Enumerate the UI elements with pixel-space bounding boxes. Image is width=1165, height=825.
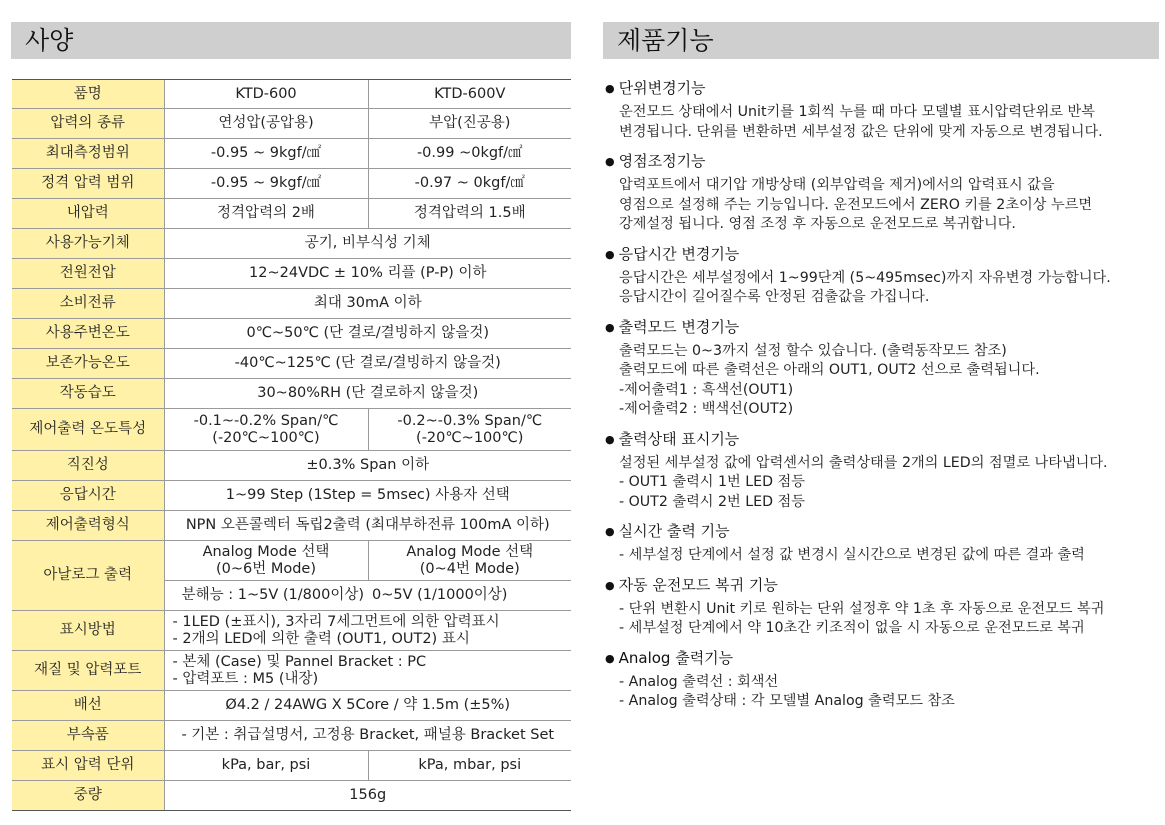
feature-title-text: 출력모드 변경기능	[618, 317, 740, 336]
spec-label: 부속품	[12, 721, 164, 751]
spec-value-line: (0~4번 Mode)	[419, 560, 520, 577]
feature-line: 응답시간은 세부설정에서 1~99단계 (5~495msec)까지 자유변경 가능합니다.	[619, 269, 1111, 286]
spec-label: 사용주변온도	[12, 319, 164, 349]
spec-label: 중량	[12, 781, 164, 811]
feature-line: 운전모드 상태에서 Unit키를 1회씩 누를 때 마다 모델별 표시압력단위로 반복	[619, 104, 1095, 120]
spec-section-title: 사양	[11, 22, 571, 59]
feature-line: - 세부설정 단계에서 설정 값 변경시 실시간으로 변경된 값에 따른 결과 출력	[619, 547, 1085, 563]
feature-title	[605, 78, 1161, 100]
feature-line: 출력모드에 따른 출력선은 아래의 OUT1, OUT2 선으로 출력됩니다.	[619, 362, 1040, 378]
bullet-icon: ●	[605, 82, 615, 95]
features-list	[605, 78, 1161, 721]
spec-value: -0.97 ~ 0kgf/㎠	[368, 169, 571, 199]
spec-label: 배선	[12, 691, 164, 721]
spec-label: 표시 압력 단위	[12, 751, 164, 781]
feature-title	[605, 317, 1161, 339]
bullet-icon: ●	[605, 651, 615, 665]
spec-value-line: - 압력포트 : M5 (내장)	[172, 670, 319, 687]
spec-value: ±0.3% Span 이하	[164, 451, 571, 481]
feature-line: 출력모드는 0~3까지 설정 할수 있습니다. (출력동작모드 참조)	[619, 342, 1007, 359]
bullet-icon: ●	[605, 155, 615, 168]
spec-label: 사용가능기체	[12, 229, 164, 259]
spec-label: 보존가능온도	[12, 349, 164, 379]
spec-value: 12~24VDC ± 10% 리플 (P-P) 이하	[164, 259, 571, 289]
feature-line: -제어출력2 : 백색선(OUT2)	[619, 401, 794, 417]
spec-value: NPN 오픈콜렉터 독립2출력 (최대부하전류 100mA 이하)	[164, 511, 571, 541]
spec-row-op-temp	[12, 319, 571, 349]
spec-value-line: - 본체 (Case) 및 Pannel Bracket : PC	[172, 653, 427, 670]
feature-title-text: 응답시간 변경기능	[618, 244, 740, 263]
feature-line: - OUT2 출력시 2번 LED 점등	[619, 493, 805, 510]
feature-item	[605, 648, 1161, 712]
spec-value: 1~99 Step (1Step = 5msec) 사용자 선택	[164, 481, 571, 511]
feature-title-text: 자동 운전모드 복귀 기능	[618, 575, 778, 594]
spec-row-wiring	[12, 691, 571, 721]
feature-description	[605, 342, 1161, 420]
spec-row-power	[12, 259, 571, 289]
spec-row-material	[12, 651, 571, 691]
spec-value: 정격압력의 1.5배	[368, 199, 571, 229]
spec-value-line: (-20℃~100℃)	[416, 429, 524, 446]
spec-row-withstand	[12, 199, 571, 229]
spec-value: -0.95 ~ 9kgf/㎠	[164, 169, 368, 199]
feature-description	[605, 103, 1161, 142]
spec-value: 공기, 비부식성 기체	[164, 229, 571, 259]
feature-item	[605, 317, 1161, 420]
spec-value: 분해능 : 1~5V (1/800이상)	[164, 581, 368, 611]
feature-title-text: 영점조정기능	[618, 152, 706, 170]
bullet-icon: ●	[605, 247, 615, 261]
spec-value-line: -0.2~-0.3% Span/℃	[397, 412, 543, 429]
spec-label: 작동습도	[12, 379, 164, 409]
spec-value: Ø4.2 / 24AWG X 5Core / 약 1.5m (±5%)	[164, 691, 571, 721]
spec-value: 156g	[164, 781, 571, 811]
spec-row-response	[12, 481, 571, 511]
feature-title	[605, 429, 1161, 451]
spec-value: 연성압(공압용)	[164, 109, 368, 139]
feature-description	[605, 454, 1161, 513]
spec-value: 0~5V (1/1000이상)	[368, 581, 571, 611]
spec-label: 품명	[12, 80, 164, 109]
spec-label: 직진성	[12, 451, 164, 481]
feature-description	[605, 600, 1161, 639]
spec-row-model	[12, 80, 571, 109]
spec-row-linearity	[12, 451, 571, 481]
feature-title-text: 단위변경기능	[618, 79, 706, 97]
bullet-icon: ●	[605, 578, 615, 592]
feature-line: 영점으로 설정해 주는 기능입니다. 운전모드에서 ZERO 키를 2초이상 누르면	[619, 196, 1093, 213]
feature-item	[605, 521, 1161, 566]
bullet-icon: ●	[605, 432, 615, 446]
spec-row-accessory	[12, 721, 571, 751]
bullet-icon: ●	[605, 525, 615, 538]
spec-row-store-temp	[12, 349, 571, 379]
feature-line: 설정된 세부설정 값에 압력센서의 출력상태를 2개의 LED의 점멸로 나타냅니다.	[619, 454, 1108, 471]
spec-label: 최대측정범위	[12, 139, 164, 169]
spec-row-pressure-type	[12, 109, 571, 139]
spec-value: 0℃~50℃ (단 결로/결빙하지 않을것)	[164, 319, 571, 349]
spec-label: 응답시간	[12, 481, 164, 511]
spec-value-ktd600v: KTD-600V	[368, 80, 571, 109]
feature-item	[605, 244, 1161, 308]
feature-title	[605, 151, 1161, 173]
spec-value-line: Analog Mode 선택	[202, 543, 330, 560]
spec-value: - 기본 : 취급설명서, 고정용 Bracket, 패널용 Bracket Set	[164, 721, 571, 751]
spec-label: 재질 및 압력포트	[12, 651, 164, 691]
spec-value: 정격압력의 2배	[164, 199, 368, 229]
spec-value	[164, 541, 368, 581]
feature-line: 변경됩니다. 단위를 변환하면 세부설정 값은 단위에 맞게 자동으로 변경됩니다.	[619, 123, 1103, 140]
feature-item	[605, 151, 1161, 235]
spec-label: 전원전압	[12, 259, 164, 289]
spec-value-line: -0.1~-0.2% Span/℃	[193, 412, 339, 429]
spec-value-line: - 2개의 LED에 의한 출력 (OUT1, OUT2) 표시	[172, 630, 470, 647]
feature-line: - Analog 출력선 : 회색선	[619, 673, 779, 690]
spec-row-analog	[12, 541, 571, 581]
spec-value	[368, 409, 571, 451]
spec-value: 최대 30mA 이하	[164, 289, 571, 319]
spec-label: 아날로그 출력	[12, 541, 164, 611]
feature-title-text: Analog 출력기능	[618, 648, 734, 667]
spec-row-weight	[12, 781, 571, 811]
feature-line: -제어출력1 : 흑색선(OUT1)	[619, 381, 794, 398]
bullet-icon: ●	[605, 320, 615, 334]
feature-title-text: 출력상태 표시기능	[618, 429, 740, 448]
spec-value: -0.99 ~0kgf/㎠	[368, 139, 571, 169]
spec-label: 내압력	[12, 199, 164, 229]
feature-title	[605, 648, 1161, 670]
spec-label: 정격 압력 범위	[12, 169, 164, 199]
spec-row-rated-range	[12, 169, 571, 199]
spec-value: -0.95 ~ 9kgf/㎠	[164, 139, 368, 169]
feature-title	[605, 575, 1161, 597]
spec-value: 부압(진공용)	[368, 109, 571, 139]
spec-value	[368, 541, 571, 581]
feature-item	[605, 78, 1161, 142]
feature-line: - OUT1 출력시 1번 LED 점등	[619, 474, 805, 490]
spec-value	[164, 409, 368, 451]
feature-item	[605, 575, 1161, 639]
feature-line: - 세부설정 단계에서 약 10초간 키조적이 없을 시 자동으로 운전모드로 복귀	[619, 620, 1085, 636]
spec-value: -40℃~125℃ (단 결로/결빙하지 않을것)	[164, 349, 571, 379]
spec-label: 제어출력형식	[12, 511, 164, 541]
spec-value: kPa, bar, psi	[164, 751, 368, 781]
spec-value-ktd600: KTD-600	[164, 80, 368, 109]
feature-line: - 단위 변환시 Unit 키로 원하는 단위 설정후 약 1초 후 자동으로 운전모드 복귀	[619, 600, 1105, 617]
spec-value-line: (-20℃~100℃)	[212, 429, 320, 446]
feature-title	[605, 244, 1161, 266]
spec-row-max-range	[12, 139, 571, 169]
feature-title-text: 실시간 출력 기능	[618, 522, 730, 540]
spec-row-gas	[12, 229, 571, 259]
spec-label: 표시방법	[12, 611, 164, 651]
spec-table	[12, 79, 571, 811]
spec-row-current	[12, 289, 571, 319]
spec-label: 제어출력 온도특성	[12, 409, 164, 451]
spec-value: kPa, mbar, psi	[368, 751, 571, 781]
spec-row-unit	[12, 751, 571, 781]
feature-description	[605, 673, 1161, 712]
feature-description	[605, 269, 1161, 308]
feature-description	[605, 176, 1161, 235]
spec-value: 30~80%RH (단 결로하지 않을것)	[164, 379, 571, 409]
feature-description	[605, 546, 1161, 566]
spec-label: 소비전류	[12, 289, 164, 319]
spec-row-temp-char	[12, 409, 571, 451]
spec-row-output-type	[12, 511, 571, 541]
spec-row-display	[12, 611, 571, 651]
feature-item	[605, 429, 1161, 513]
feature-line: 강제설정 됩니다. 영점 조정 후 자동으로 운전모드로 복귀합니다.	[619, 216, 1016, 232]
feature-title	[605, 521, 1161, 543]
spec-value-line: (0~6번 Mode)	[215, 560, 317, 577]
features-section-title: 제품기능	[603, 22, 1159, 59]
spec-value	[164, 611, 571, 651]
feature-line: - Analog 출력상태 : 각 모델별 Analog 출력모드 참조	[619, 693, 955, 709]
spec-value	[164, 651, 571, 691]
feature-line: 압력포트에서 대기압 개방상태 (외부압력을 제거)에서의 압력표시 값을	[619, 177, 1055, 193]
feature-line: 응답시간이 길어질수록 안정된 검출값을 가집니다.	[619, 289, 930, 305]
spec-value-line: - 1LED (±표시), 3자리 7세그먼트에 의한 압력표시	[172, 613, 500, 630]
spec-row-humidity	[12, 379, 571, 409]
spec-label: 압력의 종류	[12, 109, 164, 139]
spec-value-line: Analog Mode 선택	[406, 543, 534, 560]
